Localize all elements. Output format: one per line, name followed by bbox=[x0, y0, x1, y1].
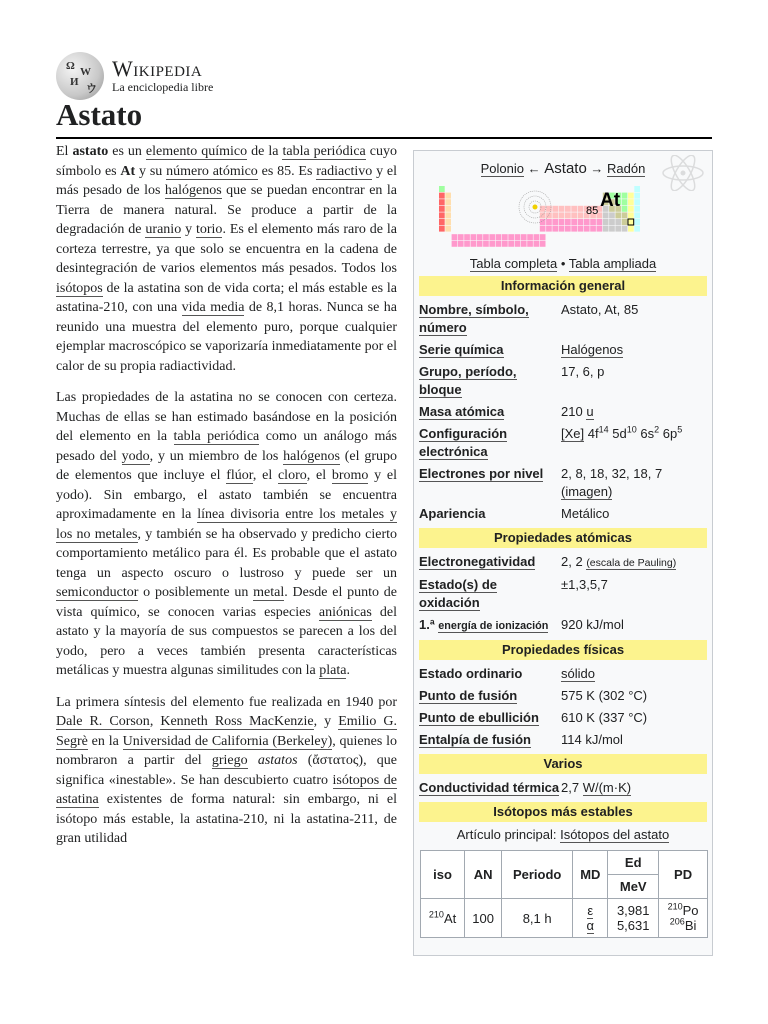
article-text: y el más pesado de los bbox=[56, 163, 397, 198]
current-element: Astato bbox=[544, 160, 587, 177]
periodic-cell bbox=[628, 212, 634, 218]
article-text: . Es el elemento más raro de la corteza terrestre, ya que solo se encuentra en la cadena de desintegración de varios elementos más pesados. Todos los bbox=[56, 222, 398, 276]
article-link[interactable]: tabla periódica bbox=[173, 429, 260, 444]
wikipedia-wordmark[interactable] bbox=[112, 58, 213, 94]
config-6s: 6s bbox=[640, 426, 655, 441]
decay-mode-epsilon[interactable]: ε bbox=[587, 903, 594, 918]
article-text: . Desde el punto de vista químico, se conocen varias especies bbox=[56, 585, 397, 620]
config-6p: 6p bbox=[662, 426, 678, 441]
periodic-cell bbox=[628, 199, 634, 205]
key-group-period-block[interactable]: Grupo, período, bloque bbox=[419, 364, 517, 397]
article-text: , bbox=[149, 714, 161, 729]
isotope-mass: 210 bbox=[428, 909, 444, 920]
product-1-symbol: Po bbox=[682, 903, 699, 918]
periodic-cell bbox=[508, 234, 514, 240]
periodic-cell bbox=[527, 234, 533, 240]
header-md: MD bbox=[573, 851, 608, 899]
article-bold-text: astato bbox=[72, 144, 109, 159]
periodic-cell bbox=[489, 241, 495, 247]
periodic-cell bbox=[540, 206, 546, 212]
periodic-cell bbox=[578, 226, 584, 232]
shells-image-link[interactable]: (imagen) bbox=[561, 484, 613, 499]
atomic-mass-unit[interactable]: u bbox=[586, 404, 594, 419]
periodic-cell bbox=[622, 226, 628, 232]
periodic-cell bbox=[552, 226, 558, 232]
article-text: . bbox=[346, 663, 350, 678]
row-electronegativity bbox=[419, 551, 707, 574]
key-electronegativity[interactable]: Electronegatividad bbox=[419, 554, 536, 569]
wikipedia-header bbox=[56, 52, 213, 100]
decay-energy-2: 5,631 bbox=[616, 918, 650, 933]
periodic-cell bbox=[521, 241, 527, 247]
key-thermal-conductivity[interactable]: Conductividad térmica bbox=[419, 780, 560, 795]
periodic-cell bbox=[603, 219, 609, 225]
value-ordinary-state[interactable]: sólido bbox=[561, 666, 595, 681]
cell-md bbox=[573, 899, 608, 938]
periodic-cell bbox=[622, 219, 628, 225]
periodic-cell bbox=[578, 206, 584, 212]
article-text: de la bbox=[247, 144, 283, 159]
periodic-cell bbox=[628, 193, 634, 199]
article-text: (ἄστατος), que significa «inestable». Se han descubierto cuatro bbox=[56, 753, 397, 788]
periodic-cell bbox=[445, 226, 451, 232]
value-oxidation-states: ±1,3,5,7 bbox=[561, 577, 608, 592]
row-oxidation-states bbox=[419, 574, 707, 614]
article-body bbox=[56, 142, 397, 861]
element-symbol: At bbox=[600, 190, 621, 211]
periodic-cell bbox=[439, 206, 445, 212]
periodic-cell bbox=[615, 226, 621, 232]
pauling-scale-link[interactable]: (escala de Pauling) bbox=[586, 557, 677, 569]
periodic-cell bbox=[439, 199, 445, 205]
row-group-period-block bbox=[419, 361, 707, 401]
article-text bbox=[248, 753, 258, 768]
periodic-cell bbox=[439, 212, 445, 218]
periodic-cell bbox=[477, 234, 483, 240]
full-table-link[interactable]: Tabla completa bbox=[469, 256, 558, 271]
article-text: es 85. Es bbox=[257, 163, 317, 179]
decay-energy-1: 3,981 bbox=[616, 903, 650, 918]
row-thermal-conductivity bbox=[419, 777, 707, 799]
table-links bbox=[414, 255, 712, 273]
header-period: Periodo bbox=[502, 851, 573, 899]
article-text: y su bbox=[135, 163, 167, 179]
periodic-cell bbox=[565, 206, 571, 212]
article-text: La primera síntesis del elemento fue realizada en 1940 por bbox=[56, 694, 397, 710]
article-text: o posiblemente un bbox=[138, 585, 254, 600]
element-number: 85 bbox=[586, 205, 599, 217]
wikipedia-globe-logo[interactable]: Ω W И ウ bbox=[56, 52, 104, 100]
periodic-cell bbox=[445, 193, 451, 199]
periodic-table-graphic bbox=[439, 185, 689, 253]
cell-isotope bbox=[421, 899, 465, 938]
key-appearance: Apariencia bbox=[419, 506, 486, 521]
periodic-cell bbox=[622, 199, 628, 205]
periodic-cell bbox=[452, 241, 458, 247]
brand-name: Wikipedia bbox=[112, 56, 203, 81]
periodic-cell bbox=[634, 212, 640, 218]
periodic-cell bbox=[578, 212, 584, 218]
main-article-prefix: Artículo principal: bbox=[456, 827, 561, 842]
article-text: y el yodo). Sin embargo, el astato también se encuentra aproximadamente en la bbox=[56, 468, 397, 522]
periodic-cell bbox=[590, 226, 596, 232]
article-paragraph-2 bbox=[56, 388, 397, 681]
article-link[interactable]: vida media bbox=[181, 300, 245, 315]
periodic-cell bbox=[439, 226, 445, 232]
periodic-cell bbox=[445, 219, 451, 225]
article-link[interactable]: flúor bbox=[226, 468, 253, 483]
value-electron-configuration bbox=[561, 425, 707, 461]
article-text: cuyo símbolo es bbox=[56, 144, 397, 179]
article-text: (el grupo de elementos que incluye el bbox=[56, 448, 397, 483]
periodic-cell bbox=[603, 212, 609, 218]
periodic-cell bbox=[609, 226, 615, 232]
article-text: del astato y la mayoría de sus compuestos se parecen a los del yodo, pero a veces también presenta características metálicas y muestra algunas similitudes con la bbox=[56, 604, 398, 678]
cell-ed bbox=[608, 899, 659, 938]
periodic-cell bbox=[464, 234, 470, 240]
periodic-cell bbox=[615, 219, 621, 225]
periodic-cell bbox=[634, 206, 640, 212]
periodic-cell bbox=[540, 234, 546, 240]
section-stable-isotopes: Isótopos más estables bbox=[419, 802, 707, 822]
periodic-cell bbox=[546, 219, 552, 225]
periodic-cell bbox=[597, 219, 603, 225]
article-text: en la bbox=[87, 733, 123, 749]
arrow-right-icon: → bbox=[590, 161, 604, 176]
article-link[interactable]: elemento químico bbox=[145, 144, 248, 159]
article-text: , y bbox=[313, 714, 339, 729]
periodic-cell bbox=[515, 241, 521, 247]
article-link[interactable]: Kenneth Ross MacKenzie bbox=[160, 714, 314, 729]
periodic-cell bbox=[603, 226, 609, 232]
article-text: que se puedan encontrar en la Tierra de manera natural. Se produce a partir de la degradación de bbox=[56, 183, 397, 237]
periodic-cell bbox=[590, 219, 596, 225]
article-bold-text: At bbox=[120, 163, 136, 179]
periodic-cell bbox=[571, 219, 577, 225]
article-link[interactable]: línea divisoria entre los metales y los no metales bbox=[56, 507, 398, 542]
periodic-cell bbox=[445, 206, 451, 212]
bohr-model-diagram bbox=[519, 191, 551, 223]
article-text: , el bbox=[306, 468, 332, 483]
periodic-cell bbox=[571, 226, 577, 232]
article-text: , y un miembro de los bbox=[149, 448, 284, 464]
element-infobox bbox=[413, 150, 713, 956]
periodic-cell bbox=[634, 199, 640, 205]
table-row bbox=[421, 899, 708, 938]
arrow-left-icon: ← bbox=[527, 161, 541, 176]
periodic-cell bbox=[634, 193, 640, 199]
periodic-cell bbox=[597, 226, 603, 232]
header-ed: Ed bbox=[608, 851, 659, 875]
periodic-cell bbox=[546, 206, 552, 212]
section-atomic-properties: Propiedades atómicas bbox=[419, 528, 707, 548]
article-link[interactable]: yodo bbox=[121, 448, 150, 464]
periodic-cell bbox=[439, 219, 445, 225]
key-atomic-mass[interactable]: Masa atómica bbox=[419, 404, 505, 419]
periodic-cell bbox=[527, 241, 533, 247]
article-link[interactable]: halógenos bbox=[283, 448, 340, 464]
key-boiling-point[interactable]: Punto de ebullición bbox=[419, 710, 539, 725]
periodic-cell bbox=[515, 234, 521, 240]
periodic-cell bbox=[502, 234, 508, 240]
article-text: , quienes lo nombraron a partir del bbox=[56, 733, 397, 768]
periodic-cell bbox=[508, 241, 514, 247]
key-ordinary-state: Estado ordinario bbox=[419, 666, 523, 681]
article-paragraph-1 bbox=[56, 142, 397, 376]
periodic-cell bbox=[445, 199, 451, 205]
periodic-cell bbox=[565, 212, 571, 218]
periodic-cell bbox=[496, 241, 502, 247]
article-link[interactable]: Emilio G. Segrè bbox=[56, 714, 397, 749]
row-appearance bbox=[419, 503, 707, 525]
header-mev: MeV bbox=[608, 875, 659, 899]
periodic-cell bbox=[565, 219, 571, 225]
periodic-cell bbox=[578, 219, 584, 225]
row-chemical-series bbox=[419, 339, 707, 361]
article-text: El bbox=[56, 144, 73, 159]
periodic-cell bbox=[634, 186, 640, 192]
config-4f: 4f bbox=[587, 426, 599, 441]
isotopes-header-row bbox=[421, 851, 708, 875]
periodic-cell bbox=[628, 206, 634, 212]
row-melting-point bbox=[419, 685, 707, 707]
section-physical-properties: Propiedades físicas bbox=[419, 640, 707, 660]
thermal-conductivity-unit[interactable]: W/(m·K) bbox=[582, 780, 632, 795]
article-link[interactable]: aniónicas bbox=[318, 604, 372, 620]
main-article-note bbox=[414, 826, 712, 844]
periodic-cell bbox=[571, 206, 577, 212]
periodic-cell bbox=[483, 241, 489, 247]
product-2-symbol: Bi bbox=[684, 918, 697, 933]
periodic-table-thumbnail[interactable] bbox=[414, 185, 712, 253]
periodic-cell bbox=[452, 234, 458, 240]
article-link[interactable]: cloro bbox=[277, 468, 307, 483]
value-electrons-per-shell: 2, 8, 18, 32, 18, 7 bbox=[561, 466, 663, 481]
article-text: Las propiedades de la astatina no se conocen con certeza. Muchas de ellas se han estimado basándose en la posición del elemento en la bbox=[56, 390, 397, 444]
periodic-cell bbox=[622, 193, 628, 199]
config-5d-count: 10 bbox=[626, 424, 637, 435]
key-electron-configuration[interactable]: Configuración electrónica bbox=[419, 426, 508, 459]
periodic-cell bbox=[496, 234, 502, 240]
article-text: , y también se ha observado y predicho cierto comportamiento metálico para él. Es probable que el astato tenga un aspecto oscuro o lustroso y puede ser un bbox=[56, 526, 397, 581]
article-link[interactable]: Dale R. Corson bbox=[56, 714, 150, 729]
page-title: Astato bbox=[56, 97, 143, 132]
periodic-cell bbox=[615, 212, 621, 218]
key-chemical-series[interactable]: Serie química bbox=[419, 342, 504, 357]
cell-an: 100 bbox=[465, 899, 502, 938]
isotope-symbol: At bbox=[443, 910, 457, 926]
periodic-cell bbox=[439, 193, 445, 199]
periodic-cell bbox=[546, 226, 552, 232]
periodic-cell bbox=[559, 219, 565, 225]
brand-tagline: La enciclopedia libre bbox=[112, 80, 214, 94]
periodic-cell bbox=[489, 234, 495, 240]
periodic-cell bbox=[552, 212, 558, 218]
periodic-cell bbox=[609, 212, 615, 218]
key-melting-point[interactable]: Punto de fusión bbox=[419, 688, 518, 703]
article-link[interactable]: tabla periódica bbox=[282, 144, 366, 159]
value-thermal-conductivity: 2,7 bbox=[561, 780, 580, 795]
cell-pd bbox=[659, 899, 708, 938]
header-iso: iso bbox=[421, 851, 465, 899]
article-link[interactable]: semiconductor bbox=[56, 585, 139, 600]
key-electrons-per-shell[interactable]: Electrones por nivel bbox=[419, 466, 544, 481]
periodic-cell bbox=[584, 226, 590, 232]
product-2-mass: 206 bbox=[669, 916, 685, 927]
periodic-cell bbox=[559, 212, 565, 218]
header-an: AN bbox=[465, 851, 502, 899]
article-paragraph-3 bbox=[56, 693, 397, 849]
article-text: es un bbox=[108, 144, 146, 159]
key-name-symbol-number[interactable]: Nombre, símbolo, número bbox=[419, 302, 529, 335]
key-ionization-energy[interactable]: energía de ionización bbox=[438, 620, 549, 632]
article-link[interactable]: uranio bbox=[145, 222, 182, 237]
article-text: como un análogo más pesado del bbox=[56, 429, 397, 464]
row-ionization-energy bbox=[419, 614, 707, 637]
row-name-symbol-number bbox=[419, 299, 707, 339]
row-electron-configuration bbox=[419, 423, 707, 463]
periodic-cell bbox=[634, 219, 640, 225]
periodic-cell bbox=[458, 234, 464, 240]
key-oxidation-states[interactable]: Estado(s) de oxidación bbox=[419, 577, 498, 610]
bullet-separator: • bbox=[557, 256, 569, 271]
article-link[interactable]: griego bbox=[211, 753, 248, 768]
extended-table-link[interactable]: Tabla ampliada bbox=[568, 256, 657, 271]
value-atomic-mass: 210 bbox=[561, 404, 583, 419]
article-text: de 8,1 horas. Nunca se ha reunido una muestra del elemento puro, porque cualquier ejemplar macroscópico se vaporizaría inmediatamente por el calor de su propia radiactividad. bbox=[56, 300, 397, 374]
periodic-cell bbox=[565, 226, 571, 232]
row-ordinary-state bbox=[419, 663, 707, 685]
periodic-cell bbox=[471, 234, 477, 240]
periodic-cell bbox=[534, 241, 540, 247]
row-boiling-point bbox=[419, 707, 707, 729]
row-electrons-per-shell bbox=[419, 463, 707, 503]
article-link[interactable]: Universidad de California (Berkeley) bbox=[122, 733, 333, 749]
config-5d: 5d bbox=[612, 426, 627, 441]
next-element-link[interactable]: Radón bbox=[607, 161, 646, 176]
periodic-cell bbox=[609, 219, 615, 225]
astatine-highlight-cell bbox=[628, 219, 634, 225]
periodic-cell bbox=[464, 241, 470, 247]
article-link[interactable]: número atómico bbox=[166, 163, 258, 179]
value-electronegativity: 2, 2 bbox=[561, 554, 583, 569]
periodic-cell bbox=[622, 212, 628, 218]
article-link[interactable]: isótopos bbox=[56, 280, 103, 296]
article-text: de la astatina son de vida corta; el más estable es la astatina-210, con una bbox=[56, 280, 397, 315]
value-enthalpy-of-fusion: 114 kJ/mol bbox=[561, 732, 623, 747]
row-atomic-mass bbox=[419, 401, 707, 423]
header-pd: PD bbox=[659, 851, 708, 899]
periodic-cell bbox=[534, 234, 540, 240]
product-1-mass: 210 bbox=[667, 901, 683, 912]
value-ionization-energy: 920 kJ/mol bbox=[561, 617, 624, 632]
prev-element-link[interactable]: Polonio bbox=[480, 161, 525, 176]
value-chemical-series[interactable]: Halógenos bbox=[561, 342, 624, 357]
config-6s-count: 2 bbox=[654, 424, 660, 435]
config-6p-count: 5 bbox=[677, 424, 683, 435]
isotopes-table bbox=[420, 850, 708, 938]
article-link[interactable]: bromo bbox=[331, 468, 369, 483]
periodic-cell bbox=[458, 241, 464, 247]
periodic-cell bbox=[477, 241, 483, 247]
cell-period: 8,1 h bbox=[502, 899, 573, 938]
section-miscellaneous: Varios bbox=[419, 754, 707, 774]
ionization-prefix: 1.ª bbox=[419, 617, 435, 632]
periodic-cell bbox=[559, 226, 565, 232]
value-melting-point: 575 K (302 °C) bbox=[561, 688, 648, 703]
article-link[interactable]: plata bbox=[319, 663, 347, 678]
article-link[interactable]: radiactivo bbox=[316, 163, 373, 179]
title-divider bbox=[56, 137, 712, 139]
periodic-cell bbox=[439, 186, 445, 192]
periodic-cell bbox=[634, 226, 640, 232]
isotopes-article-link[interactable]: Isótopos del astato bbox=[560, 827, 670, 842]
decay-mode-alpha[interactable]: α bbox=[586, 918, 595, 933]
article-link[interactable]: halógenos bbox=[164, 183, 222, 198]
periodic-cell bbox=[502, 241, 508, 247]
article-italic-text: astatos bbox=[257, 753, 298, 768]
key-enthalpy-of-fusion[interactable]: Entalpía de fusión bbox=[419, 732, 531, 747]
value-group-period-block: 17, 6, p bbox=[561, 364, 605, 379]
value-name-symbol-number: Astato, At, 85 bbox=[561, 302, 639, 317]
section-general-info: Información general bbox=[419, 276, 707, 296]
periodic-cell bbox=[540, 212, 546, 218]
article-text: existentes de forma natural: sin embargo, ni el isótopo más estable, la astatina-210, ni la astatina-211, de gran utilidad bbox=[56, 792, 397, 846]
periodic-cell bbox=[559, 206, 565, 212]
article-link[interactable]: isótopos de astatina bbox=[56, 772, 397, 807]
article-link[interactable]: metal bbox=[253, 585, 285, 600]
periodic-cell bbox=[445, 212, 451, 218]
config-core[interactable]: [Xe] bbox=[561, 426, 585, 441]
periodic-cell bbox=[584, 219, 590, 225]
periodic-cell bbox=[540, 241, 546, 247]
article-link[interactable]: torio bbox=[195, 222, 223, 237]
periodic-cell bbox=[571, 212, 577, 218]
article-text: , el bbox=[252, 468, 278, 483]
periodic-cell bbox=[521, 234, 527, 240]
config-4f-count: 14 bbox=[598, 424, 609, 435]
periodic-cell bbox=[552, 219, 558, 225]
periodic-cell bbox=[483, 234, 489, 240]
periodic-cell bbox=[540, 226, 546, 232]
row-enthalpy-of-fusion bbox=[419, 729, 707, 751]
periodic-cell bbox=[471, 241, 477, 247]
periodic-cell bbox=[622, 206, 628, 212]
value-appearance: Metálico bbox=[561, 506, 610, 521]
periodic-cell bbox=[552, 206, 558, 212]
article-text: y bbox=[181, 222, 196, 237]
value-boiling-point: 610 K (337 °C) bbox=[561, 710, 648, 725]
periodic-cell bbox=[628, 226, 634, 232]
